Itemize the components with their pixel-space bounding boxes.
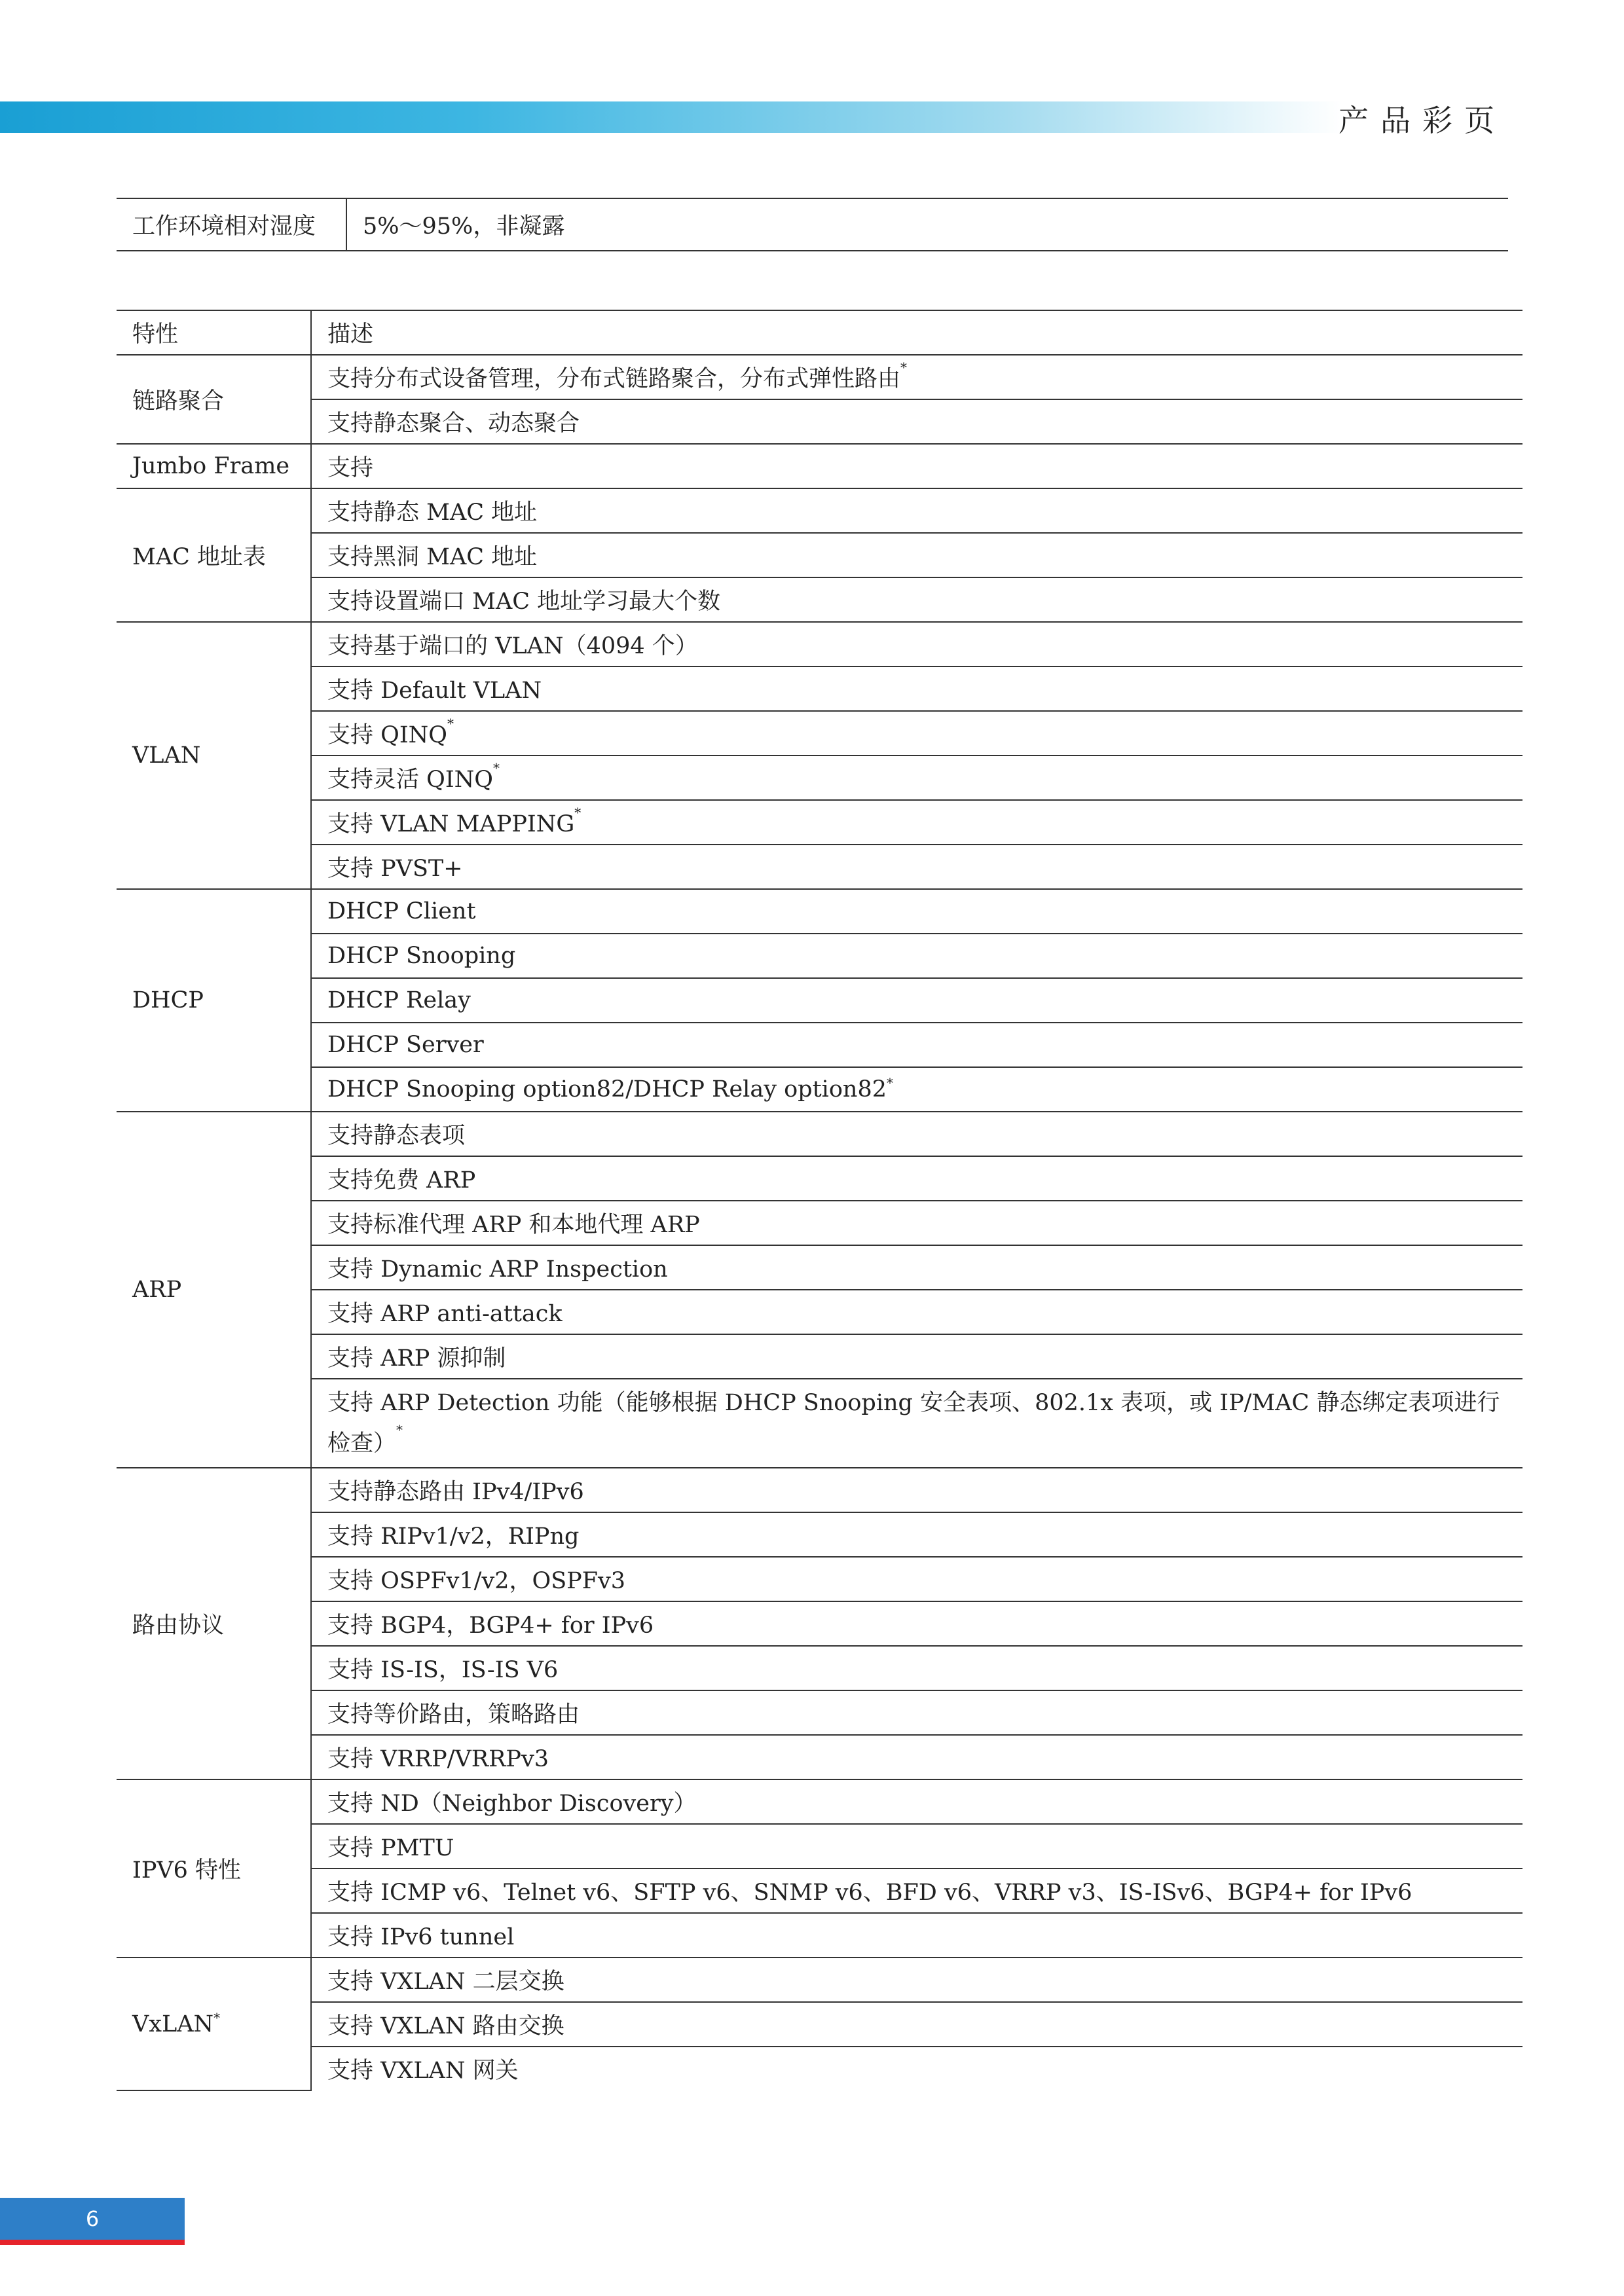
description-text: 支持黑洞 MAC 地址 xyxy=(327,544,538,570)
feature-cell xyxy=(117,889,311,1112)
page-number-box xyxy=(0,2198,185,2245)
table-row xyxy=(117,1779,1522,1824)
description-cell xyxy=(311,1868,1522,1913)
table-row xyxy=(117,934,1522,978)
description-cell xyxy=(311,978,1522,1023)
description-text: 支持 VXLAN 二层交换 xyxy=(327,1969,564,1995)
table-row xyxy=(117,1868,1522,1913)
table-row xyxy=(117,1913,1522,1958)
description-text: DHCP Client xyxy=(327,898,476,924)
description-text: 支持 Default VLAN xyxy=(327,678,542,704)
description-text: 支持 ARP anti-attack xyxy=(327,1301,563,1327)
table-row xyxy=(117,1735,1522,1779)
description-text: 支持静态聚合、动态聚合 xyxy=(327,410,580,437)
table-header-row xyxy=(117,310,1522,355)
table-row xyxy=(117,488,1522,533)
description-text: 支持 Dynamic ARP Inspection xyxy=(327,1256,668,1283)
description-cell xyxy=(311,756,1522,800)
table-row xyxy=(117,533,1522,577)
description-text: 支持灵活 QINQ xyxy=(327,767,493,793)
description-cell xyxy=(311,444,1522,488)
description-cell xyxy=(311,1201,1522,1245)
description-cell xyxy=(311,1646,1522,1690)
table-row xyxy=(117,1023,1522,1067)
feature-label: VLAN xyxy=(132,742,201,769)
table-row xyxy=(117,622,1522,666)
description-cell xyxy=(311,845,1522,889)
description-text: 支持 ND（Neighbor Discovery） xyxy=(327,1791,697,1817)
table-row xyxy=(117,444,1522,488)
environment-label: 工作环境相对湿度 xyxy=(117,198,346,251)
feature-cell xyxy=(117,1779,311,1958)
description-cell xyxy=(311,355,1522,399)
feature-label: MAC 地址表 xyxy=(132,544,267,570)
description-cell xyxy=(311,399,1522,444)
column-header-feature: 特性 xyxy=(117,310,311,355)
description-cell xyxy=(311,1735,1522,1779)
description-cell xyxy=(311,1557,1522,1601)
description-text: 支持基于端口的 VLAN（4094 个） xyxy=(327,633,698,659)
description-text: 支持设置端口 MAC 地址学习最大个数 xyxy=(327,589,721,615)
description-cell xyxy=(311,711,1522,756)
description-cell xyxy=(311,1290,1522,1334)
feature-cell xyxy=(117,444,311,488)
table-row xyxy=(117,1201,1522,1245)
description-cell xyxy=(311,2047,1522,2090)
description-text: 支持等价路由，策略路由 xyxy=(327,1702,580,1728)
table-row xyxy=(117,399,1522,444)
description-cell xyxy=(311,1334,1522,1379)
table-row xyxy=(117,1334,1522,1379)
table-row xyxy=(117,198,1508,251)
footnote-mark: * xyxy=(900,359,908,375)
feature-cell xyxy=(117,1958,311,2090)
table-row xyxy=(117,1824,1522,1868)
table-row xyxy=(117,1557,1522,1601)
description-cell xyxy=(311,1156,1522,1201)
description-cell xyxy=(311,622,1522,666)
description-text: 支持 PMTU xyxy=(327,1835,454,1861)
feature-label: IPV6 特性 xyxy=(132,1857,242,1884)
table-row xyxy=(117,889,1522,934)
description-text: 支持静态表项 xyxy=(327,1123,466,1149)
table-row xyxy=(117,1601,1522,1646)
description-cell xyxy=(311,1023,1522,1067)
description-text: 支持 IPv6 tunnel xyxy=(327,1924,515,1950)
table-row xyxy=(117,1958,1522,2002)
table-row xyxy=(117,1379,1522,1468)
table-row xyxy=(117,355,1522,399)
description-cell xyxy=(311,800,1522,845)
description-cell xyxy=(311,1112,1522,1156)
description-cell xyxy=(311,1512,1522,1557)
description-text: 支持 VXLAN 路由交换 xyxy=(327,2013,564,2039)
description-text: 支持 VLAN MAPPING xyxy=(327,811,575,837)
footnote-mark: * xyxy=(396,1422,403,1438)
feature-label: Jumbo Frame xyxy=(132,453,290,479)
description-text: 支持免费 ARP xyxy=(327,1167,476,1194)
description-text: 支持 IS-IS，IS-IS V6 xyxy=(327,1657,559,1683)
description-text: DHCP Relay xyxy=(327,987,471,1013)
table-row xyxy=(117,1156,1522,1201)
footnote-mark: * xyxy=(574,805,581,820)
description-cell xyxy=(311,934,1522,978)
table-row xyxy=(117,1112,1522,1156)
column-header-description: 描述 xyxy=(311,310,1522,355)
feature-cell xyxy=(117,355,311,444)
description-text: 支持 ARP Detection 功能（能够根据 DHCP Snooping 安全表项、802.1x 表项，或 IP/MAC 静态绑定表项进行检查） xyxy=(327,1390,1500,1457)
table-row xyxy=(117,2002,1522,2047)
description-cell xyxy=(311,1824,1522,1868)
feature-label: 链路聚合 xyxy=(132,388,225,414)
table-row xyxy=(117,1690,1522,1735)
environment-value: 5%～95%，非凝露 xyxy=(346,198,1508,251)
description-cell xyxy=(311,1601,1522,1646)
description-text: 支持 RIPv1/v2，RIPng xyxy=(327,1523,580,1550)
footnote-mark: * xyxy=(492,760,500,776)
description-cell xyxy=(311,1913,1522,1958)
page-number: 6 xyxy=(85,2206,100,2231)
description-text: 支持静态 MAC 地址 xyxy=(327,500,538,526)
description-cell xyxy=(311,1379,1522,1468)
table-row xyxy=(117,978,1522,1023)
feature-cell xyxy=(117,622,311,889)
table-row xyxy=(117,1468,1522,1512)
footnote-mark: * xyxy=(887,1075,893,1091)
description-text: 支持 PVST+ xyxy=(327,856,463,882)
description-cell xyxy=(311,1468,1522,1512)
environment-table xyxy=(117,198,1508,251)
description-cell xyxy=(311,1067,1522,1112)
header-gradient-bar xyxy=(0,101,1342,133)
description-text: 支持 ARP 源抑制 xyxy=(327,1345,506,1372)
description-text: 支持 QINQ xyxy=(327,722,447,748)
table-row xyxy=(117,1245,1522,1290)
description-cell xyxy=(311,1779,1522,1824)
table-row xyxy=(117,800,1522,845)
description-cell xyxy=(311,1245,1522,1290)
spec-table xyxy=(117,310,1522,2091)
description-text: 支持 ICMP v6、Telnet v6、SFTP v6、SNMP v6、BFD v6、VRRP v3、IS-ISv6、BGP4+ for IPv6 xyxy=(327,1880,1412,1906)
table-row xyxy=(117,1512,1522,1557)
description-cell xyxy=(311,2002,1522,2047)
footnote-mark: * xyxy=(213,2009,221,2026)
description-text: 支持静态路由 IPv4/IPv6 xyxy=(327,1479,584,1505)
feature-label: 路由协议 xyxy=(132,1613,225,1639)
description-text: DHCP Server xyxy=(327,1032,484,1058)
description-cell xyxy=(311,533,1522,577)
description-text: DHCP Snooping xyxy=(327,943,516,969)
table-row xyxy=(117,2047,1522,2090)
feature-cell xyxy=(117,488,311,622)
table-row xyxy=(117,1290,1522,1334)
feature-label: VxLAN xyxy=(132,2011,214,2037)
feature-label: DHCP xyxy=(132,987,204,1013)
table-row xyxy=(117,1067,1522,1112)
table-row xyxy=(117,1646,1522,1690)
description-cell xyxy=(311,1690,1522,1735)
description-cell xyxy=(311,889,1522,934)
description-text: 支持 xyxy=(327,455,374,481)
description-text: 支持 VXLAN 网关 xyxy=(327,2058,519,2084)
description-text: 支持 OSPFv1/v2，OSPFv3 xyxy=(327,1568,626,1594)
description-text: 支持 VRRP/VRRPv3 xyxy=(327,1746,549,1772)
page-header-title: 产品彩页 xyxy=(1338,103,1506,138)
feature-cell xyxy=(117,1468,311,1779)
table-row xyxy=(117,756,1522,800)
description-cell xyxy=(311,666,1522,711)
description-cell xyxy=(311,1958,1522,2002)
table-row xyxy=(117,711,1522,756)
feature-cell xyxy=(117,1112,311,1468)
description-text: 支持分布式设备管理，分布式链路聚合，分布式弹性路由 xyxy=(327,366,901,392)
table-row xyxy=(117,845,1522,889)
description-text: 支持标准代理 ARP 和本地代理 ARP xyxy=(327,1212,700,1238)
feature-label: ARP xyxy=(132,1277,182,1303)
footnote-mark: * xyxy=(447,716,454,731)
description-cell xyxy=(311,488,1522,533)
description-text: DHCP Snooping option82/DHCP Relay option82 xyxy=(327,1076,887,1102)
table-row xyxy=(117,577,1522,622)
description-text: 支持 BGP4，BGP4+ for IPv6 xyxy=(327,1613,654,1639)
table-row xyxy=(117,666,1522,711)
description-cell xyxy=(311,577,1522,622)
